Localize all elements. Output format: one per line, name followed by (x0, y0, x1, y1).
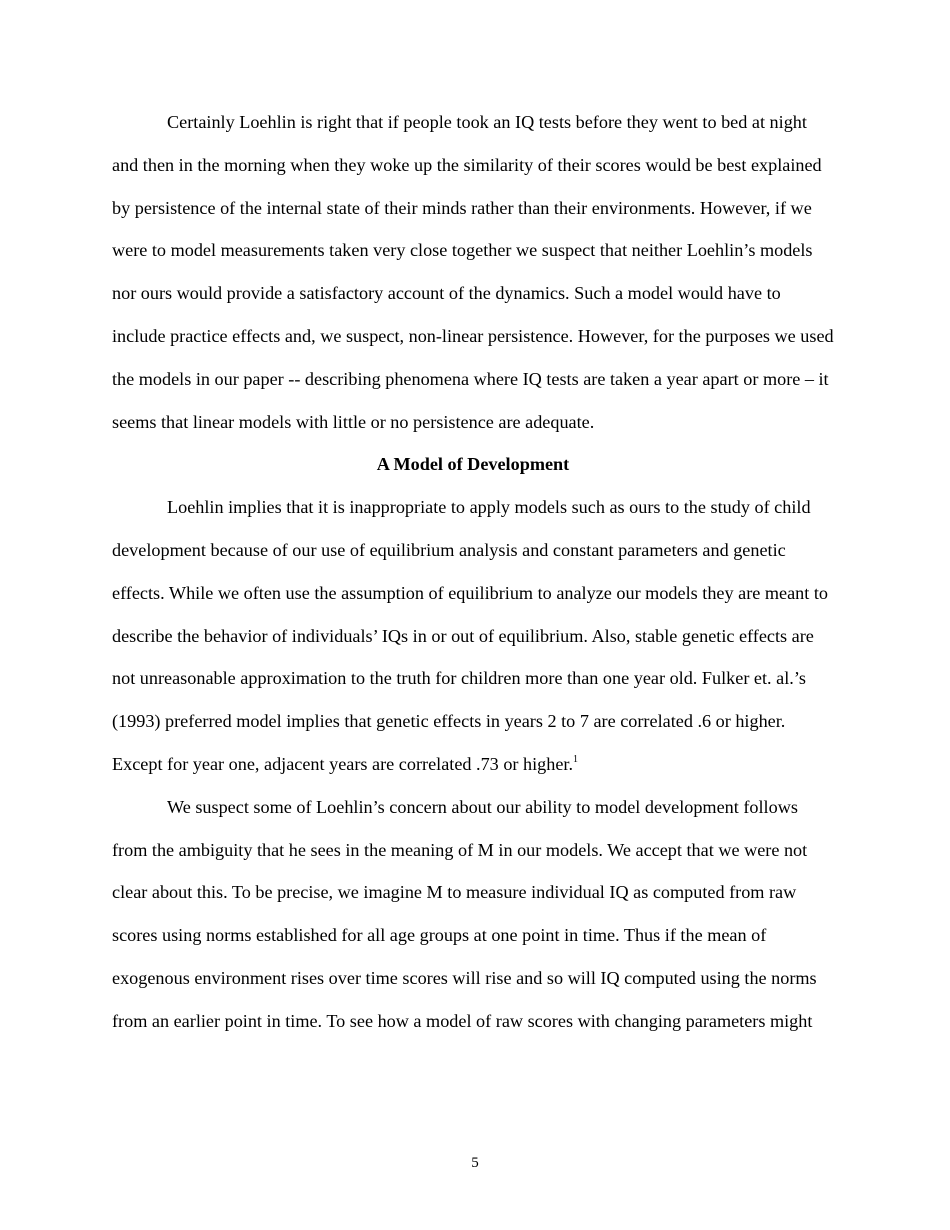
paragraph-persistence: Certainly Loehlin is right that if people took an IQ tests before they went to bed at night and then in the morning when they woke up the similarity of their scores would be best explained by persistence of the internal state of their minds rather than their environments. However, if we were to model measurements taken very close together we suspect that neither Loehlin’s models nor ours would provide a satisfactory account of the dynamics. Such a model would have to include practice effects and, we suspect, non-linear persistence. However, for the purposes we used the models in our paper -- describing phenomena where IQ tests are taken a year apart or more – it seems that linear models with little or no persistence are adequate. (112, 112, 834, 432)
paragraph-development-text: Loehlin implies that it is inappropriate to apply models such as ours to the study of child development because of our use of equilibrium analysis and constant parameters and genetic effects. While we often use the assumption of equilibrium to analyze our models they are meant to describe the behavior of individuals’ IQs in or out of equilibrium. Also, stable genetic effects are not unreasonable approximation to the truth for children more than one year old. Fulker et. al.’s (1993) preferred model implies that genetic effects in years 2 to 7 are correlated .6 or higher. Except for year one, adjacent years are correlated .73 or higher. (112, 497, 829, 774)
document-body (112, 101, 834, 1043)
paragraph-development (112, 486, 834, 786)
page-number: 5 (471, 1155, 479, 1171)
paragraph-meaning-of-m: We suspect some of Loehlin’s concern about our ability to model development follows from the ambiguity that he sees in the meaning of M in our models. We accept that we were not clear about this. To be precise, we imagine M to measure individual IQ as computed from raw scores using norms established for all age groups at one point in time. Thus if the mean of exogenous environment rises over time scores will rise and so will IQ computed using the norms from an earlier point in time. To see how a model of raw scores with changing parameters might (112, 796, 817, 1031)
footnote-marker[interactable]: 1 (573, 753, 579, 765)
section-heading: A Model of Development (376, 454, 570, 475)
